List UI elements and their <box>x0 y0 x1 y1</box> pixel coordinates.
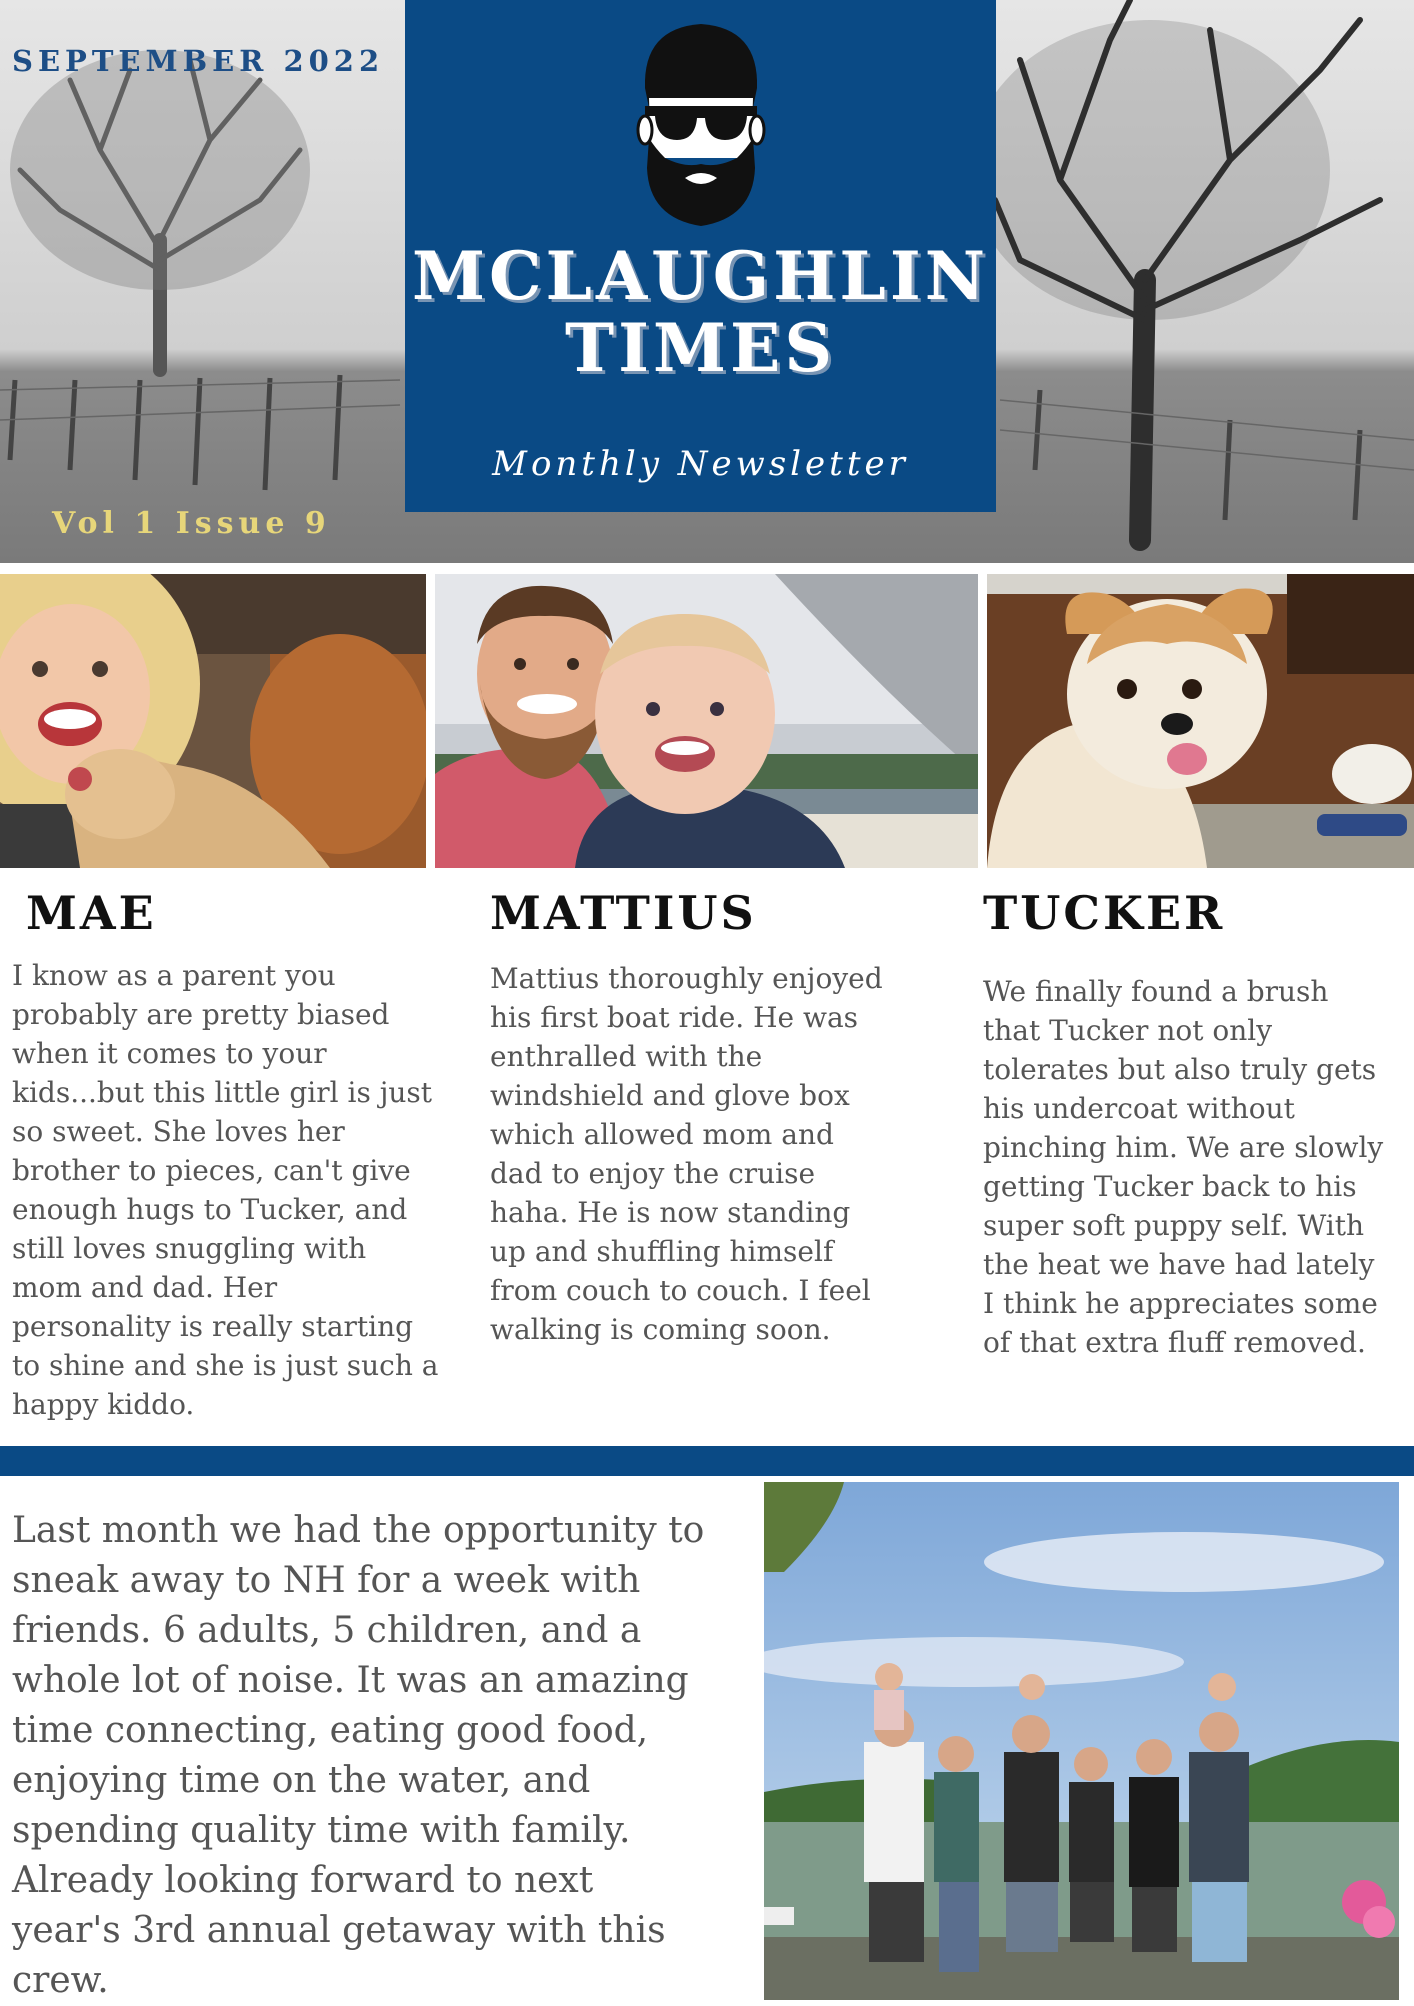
newsletter-subtitle: Monthly Newsletter <box>492 444 909 484</box>
tucker-paragraph: We finally found a brush that Tucker not only tolerates but also truly gets his undercoat without pinching him. We are slowly getting Tucker back to his super soft puppy self. With the heat we have had lately I think he appreciates some of that extra fluff removed. <box>983 975 1384 1359</box>
bearded-man-sunglasses-icon <box>635 18 767 230</box>
mattius-photo <box>435 574 978 868</box>
section-divider <box>0 1446 1414 1476</box>
mattius-heading: MATTIUS <box>490 886 757 940</box>
mae-photo <box>0 574 426 868</box>
newsletter-title-line2: TIMES <box>564 309 836 387</box>
group-photo <box>764 1482 1399 2000</box>
tucker-photo <box>987 574 1414 868</box>
header-banner <box>0 0 1414 563</box>
tucker-heading: TUCKER <box>983 886 1226 940</box>
issue-number: Vol 1 Issue 9 <box>52 506 331 541</box>
mae-heading: MAE <box>26 886 157 940</box>
masthead-box <box>405 0 996 512</box>
mattius-paragraph: Mattius thoroughly enjoyed his first boat ride. He was enthralled with the windshield and glove box which allowed mom and dad to enjoy the cruise haha. He is now standing up and shuffling himself from couch to couch. I feel walking is coming soon. <box>490 962 883 1346</box>
newsletter-title-line1: MCLAUGHLIN <box>411 237 990 315</box>
issue-date: SEPTEMBER 2022 <box>12 44 385 78</box>
mae-paragraph: I know as a parent you probably are pretty biased when it comes to your kids...but this little girl is just so sweet. She loves her brother to pieces, can't give enough hugs to Tucker, and still loves snuggling with mom and dad. Her personality is really starting to shine and she is just such a happy kiddo. <box>12 959 439 1421</box>
story-paragraph: Last month we had the opportunity to sneak away to NH for a week with friends. 6 adults, 5 children, and a whole lot of noise. It was an amazing time connecting, eating good food, enjoying time on the water, and spending quality time with family. Already looking forward to next year's 3rd annual getaway with this crew. <box>12 1510 705 2001</box>
